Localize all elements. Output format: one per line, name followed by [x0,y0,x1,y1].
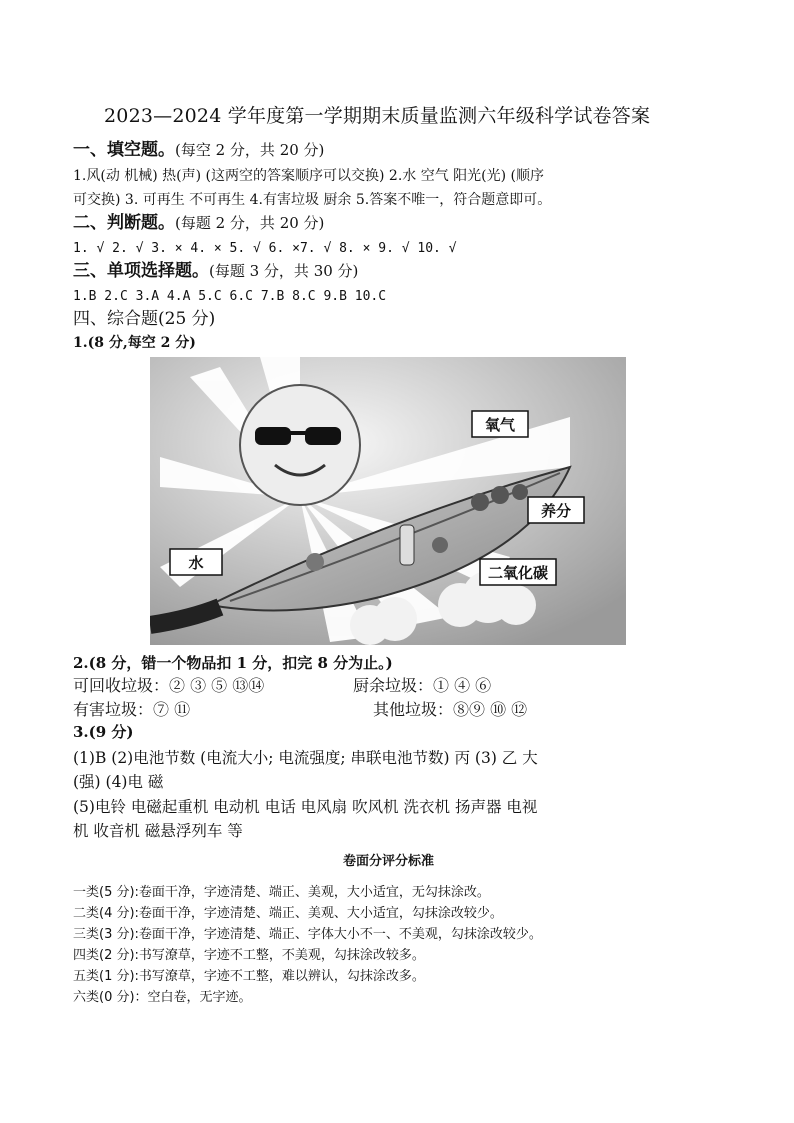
question-3-line-2: (强) (4)电 磁 [73,773,164,791]
section-2-answers: 1. √ 2. √ 3. × 4. × 5. √ 6. ×7. √ 8. × 9. √ 10. √ [73,241,457,256]
label-water-text: 水 [188,554,204,572]
label-water [170,549,222,575]
grading-standard-title: 卷面分评分标准 [343,854,435,869]
section-1-title: 一、填空题。 [73,140,175,160]
question-3-line-1: (1)B (2)电池节数 (电流大小; 电流强度; 串联电池节数) 丙 (3) 乙 大 [73,749,538,767]
section-1-heading [73,140,324,160]
grading-line-2: 二类(4 分):卷面干净，字迹清楚、端正、美观、大小适宜，勾抹涂改较少。 [73,906,503,921]
label-oxygen-text: 氧气 [484,416,516,434]
section-1-line-2: 可交换) 3. 可再生 不可再生 4.有害垃圾 厨余 5.答案不唯一，符合题意即可。 [73,192,552,208]
question-3-line-3: (5)电铃 电磁起重机 电动机 电话 电风扇 吹风机 洗衣机 扬声器 电视 [73,798,538,816]
section-2-score: (每题 2 分，共 20 分) [175,214,325,232]
section-2-title: 二、判断题。 [73,213,175,233]
section-1-line-1: 1.风(动 机械) 热(声) (这两空的答案顺序可以交换) 2.水 空气 阳光(光) (顺序 [73,168,545,184]
section-3-heading [73,261,358,281]
question-2-label: 2.(8 分，错一个物品扣 1 分，扣完 8 分为止。) [73,654,393,672]
label-co2 [480,559,556,585]
photosynthesis-figure [150,357,626,645]
section-2-heading [73,213,324,233]
section-3-answers: 1.B 2.C 3.A 4.A 5.C 6.C 7.B 8.C 9.B 10.C [73,289,387,304]
kitchen-line: 厨余垃圾：① ④ ⑥ [353,676,492,695]
section-3-score: (每题 3 分，共 30 分) [209,262,359,280]
grading-line-5: 五类(1 分):书写潦草，字迹不工整，难以辨认，勾抹涂改多。 [73,969,425,984]
grading-line-3: 三类(3 分):卷面干净，字迹清楚、端正、字体大小不一、不美观，勾抹涂改较少。 [73,927,542,942]
hazardous-line: 有害垃圾：⑦ ⑪ [73,700,191,719]
label-co2-text: 二氧化碳 [487,564,549,582]
question-1-label: 1.(8 分,每空 2 分) [73,335,196,351]
other-line: 其他垃圾：⑧⑨ ⑩ ⑫ [373,700,528,719]
grading-line-4: 四类(2 分):书写潦草，字迹不工整，不美观，勾抹涂改较多。 [73,948,425,963]
label-oxygen [472,411,528,437]
page-title: 2023—2024 学年度第一学期期末质量监测六年级科学试卷答案 [104,105,651,127]
label-nutrient [528,497,584,523]
label-nutrient-text: 养分 [540,502,572,520]
grading-line-1: 一类(5 分):卷面干净，字迹清楚、端正、美观，大小适宜，无勾抹涂改。 [73,885,490,900]
recyclable-line: 可回收垃圾：② ③ ⑤ ⑬⑭ [73,676,265,695]
question-3-line-4: 机 收音机 磁悬浮列车 等 [73,822,243,840]
section-4-heading: 四、综合题(25 分) [73,309,216,329]
section-1-score: (每空 2 分，共 20 分) [175,141,325,159]
section-3-title: 三、单项选择题。 [73,261,209,281]
grading-line-6: 六类(0 分)：空白卷，无字迹。 [73,990,252,1005]
question-3-label: 3.(9 分) [73,723,134,741]
sun-icon [240,385,360,505]
